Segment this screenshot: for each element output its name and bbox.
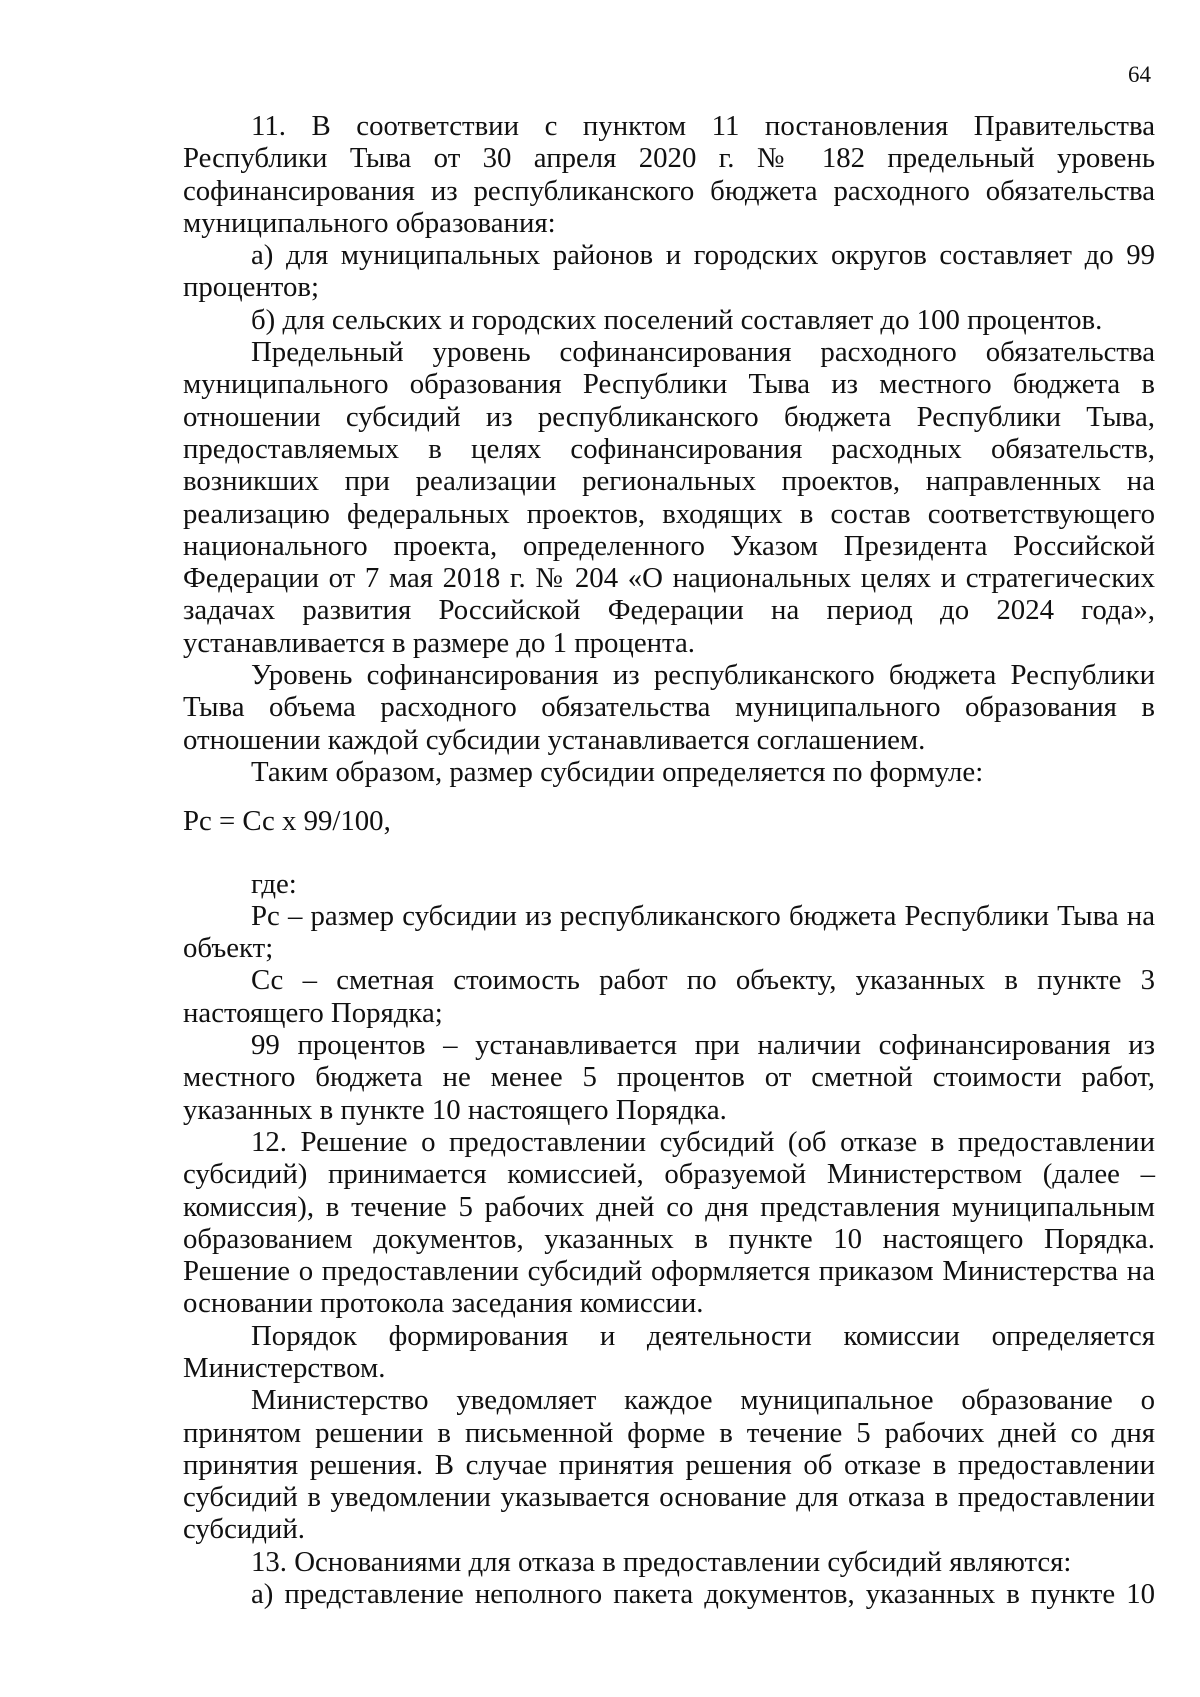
paragraph-cofinancing-level: Уровень софинансирования из республиканского бюджета Республики Тыва объема расходного обязательства муниципального образования в отношении каждой субсидии устанавливается соглашением. [183, 659, 1155, 756]
paragraph-cofinancing-limit: Предельный уровень софинансирования расходного обязательства муниципального образования Республики Тыва из местного бюджета в отношении субсидий из республиканского бюджета Республики Тыва, предоставляемых в целях софинансирования расходных обязательств, возникших при реализации региональных проектов, направленных на реализацию федеральных проектов, входящих в состав соответствующего национального проекта, определенного Указом Президента Российской Федерации от 7 мая 2018 г. № 204 «О национальных целях и стратегических задачах развития Российской Федерации на период до 2024 года», устанавливается в размере до 1 процента. [183, 336, 1155, 659]
definition-ss: Сс – сметная стоимость работ по объекту, указанных в пункте 3 настоящего Порядка; [183, 964, 1155, 1029]
formula: Рс = Сс х 99/100, [183, 805, 391, 838]
page-number: 64 [1128, 62, 1151, 87]
paragraph-notification: Министерство уведомляет каждое муниципальное образование о принятом решении в письменной форме в течение 5 рабочих дней со дня принятия решения. В случае принятия решения об отказе в предоставлении субсидий в уведомлении указывается основание для отказа в предоставлении субсидий. [183, 1384, 1155, 1546]
document-body [183, 110, 1155, 1610]
paragraph-subitem-b: б) для сельских и городских поселений составляет до 100 процентов. [251, 303, 1103, 336]
where-label: где: [251, 867, 297, 900]
paragraph-item-13-a: а) представление неполного пакета документов, указанных в пункте 10 [251, 1578, 1155, 1611]
paragraph-commission-procedure: Порядок формирования и деятельности комиссии определяется Министерством. [183, 1319, 1155, 1384]
paragraph-item-13: 13. Основаниями для отказа в предоставлении субсидий являются: [251, 1545, 1072, 1578]
paragraph-subitem-a: а) для муниципальных районов и городских округов составляет до 99 процентов; [183, 239, 1155, 304]
paragraph-formula-intro: Таким образом, размер субсидии определяется по формуле: [251, 755, 984, 788]
definition-rs: Рс – размер субсидии из республиканского бюджета Республики Тыва на объект; [183, 899, 1155, 965]
paragraph-item-11: 11. В соответствии с пунктом 11 постановления Правительства Республики Тыва от 30 апреля 2020 г. № 182 предельный уровень софинансирования из республиканского бюджета расходного обязательства муниципального образования: [183, 110, 1155, 239]
definition-99-percent: 99 процентов – устанавливается при наличии софинансирования из местного бюджета не менее 5 процентов от сметной стоимости работ, указанных в пункте 10 настоящего Порядка. [183, 1029, 1155, 1126]
paragraph-item-12: 12. Решение о предоставлении субсидий (об отказе в предоставлении субсидий) принимается комиссией, образуемой Министерством (далее – комиссия), в течение 5 рабочих дней со дня представления муниципальным образованием документов, указанных в пункте 10 настоящего Порядка. Решение о предоставлении субсидий оформляется приказом Министерства на основании протокола заседания комиссии. [183, 1125, 1155, 1320]
